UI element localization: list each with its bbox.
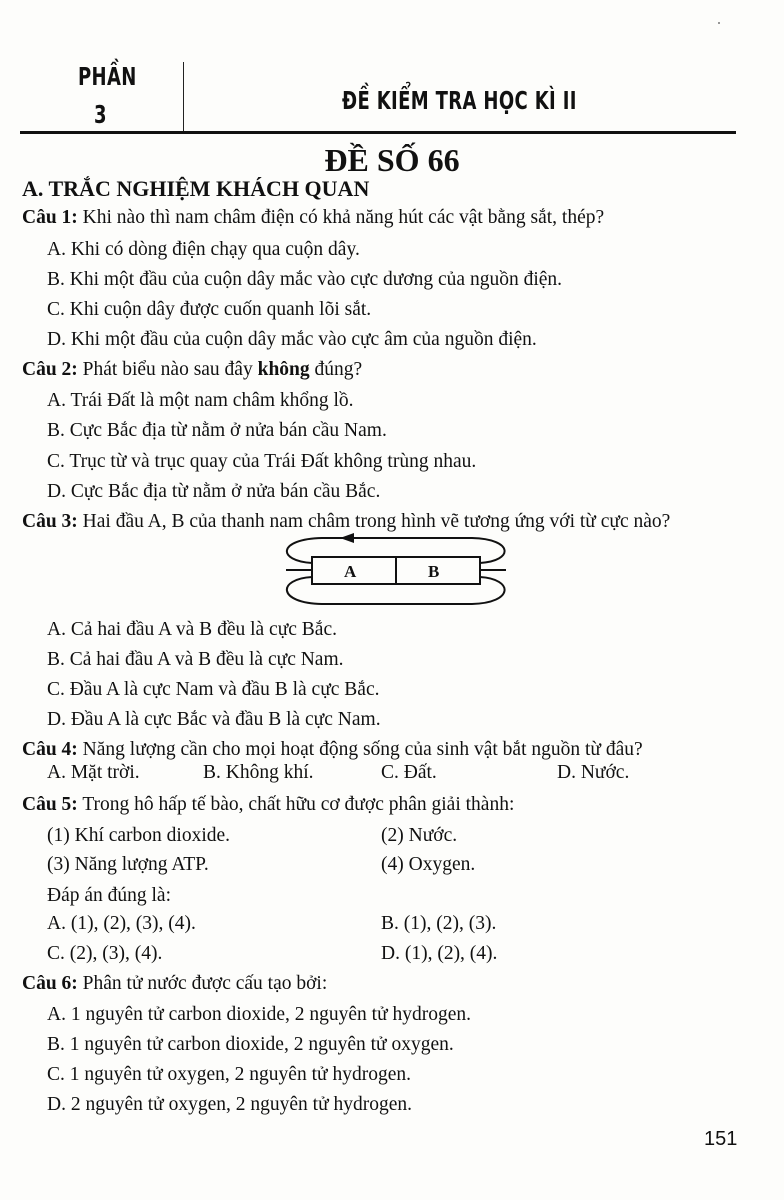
question-text: Phân tử nước được cấu tạo bởi: (77, 973, 328, 994)
option: D. Cực Bắc địa từ nằm ở nửa bán cầu Bắc. (47, 481, 381, 502)
option: A. Cả hai đầu A và B đều là cực Bắc. (47, 619, 337, 640)
speck (718, 22, 720, 24)
header-rule (20, 131, 736, 134)
question-label: Câu 3: (22, 511, 78, 532)
option: B. Khi một đầu của cuộn dây mắc vào cực dương của nguồn điện. (47, 269, 563, 290)
question-text: Hai đầu A, B của thanh nam châm trong hình vẽ tương ứng với từ cực nào? (77, 511, 671, 532)
option: D. Khi một đầu của cuộn dây mắc vào cực âm của nguồn điện. (47, 329, 537, 350)
option: D. (1), (2), (4). (381, 943, 498, 964)
item: (3) Năng lượng ATP. (47, 854, 209, 875)
question-label: Câu 6: (22, 973, 78, 994)
question-label: Câu 2: (22, 359, 78, 380)
question-4 (22, 738, 643, 762)
option: A. Mặt trời. (47, 762, 140, 783)
item: (4) Oxygen. (381, 854, 476, 875)
question-6 (22, 972, 327, 996)
question-text: đúng? (309, 359, 363, 380)
option: C. 1 nguyên tử oxygen, 2 nguyên tử hydrogen. (47, 1064, 411, 1085)
option: B. Không khí. (203, 762, 314, 783)
answer-prompt: Đáp án đúng là: (47, 885, 172, 906)
pole-b-label: B (428, 562, 440, 581)
option: C. (2), (3), (4). (47, 943, 163, 964)
question-3 (22, 510, 670, 534)
pole-a-label: A (344, 562, 357, 581)
option: D. Đầu A là cực Bắc và đầu B là cực Nam. (47, 709, 381, 730)
option: D. Nước. (557, 762, 630, 783)
part-number: 3 (94, 100, 107, 129)
option: A. Khi có dòng điện chạy qua cuộn dây. (47, 239, 360, 260)
question-2 (22, 358, 362, 382)
option: B. (1), (2), (3). (381, 913, 497, 934)
magnet-field-lines (282, 533, 508, 609)
question-label: Câu 5: (22, 794, 78, 815)
option: B. Cả hai đầu A và B đều là cực Nam. (47, 649, 344, 670)
question-5 (22, 793, 514, 817)
question-text: Trong hô hấp tế bào, chất hữu cơ được phân giải thành: (77, 794, 515, 815)
question-label: Câu 1: (22, 207, 78, 228)
option: A. Trái Đất là một nam châm khổng lồ. (47, 390, 354, 411)
item: (1) Khí carbon dioxide. (47, 825, 231, 846)
section-title: A. TRẮC NGHIỆM KHÁCH QUAN (22, 176, 370, 201)
option: D. 2 nguyên tử oxygen, 2 nguyên tử hydrogen. (47, 1094, 413, 1115)
exam-title: ĐỀ SỐ 66 (324, 142, 460, 178)
part-label: PHẦN (78, 62, 137, 91)
option: C. Trục từ và trục quay của Trái Đất không trùng nhau. (47, 451, 477, 472)
option: B. 1 nguyên tử carbon dioxide, 2 nguyên tử oxygen. (47, 1034, 454, 1055)
option: C. Đất. (381, 762, 437, 783)
question-1 (22, 206, 604, 230)
question-label: Câu 4: (22, 739, 78, 760)
arrow-icon (340, 533, 354, 543)
header-title: ĐỀ KIỂM TRA HỌC KÌ II (342, 86, 577, 115)
question-text: Phát biểu nào sau đây (77, 359, 258, 380)
question-text: Khi nào thì nam châm điện có khả năng hút các vật bằng sắt, thép? (77, 207, 605, 228)
item: (2) Nước. (381, 825, 458, 846)
page-number: 151 (704, 1128, 738, 1150)
option: A. (1), (2), (3), (4). (47, 913, 196, 934)
option: C. Khi cuộn dây được cuốn quanh lõi sắt. (47, 299, 372, 320)
option: A. 1 nguyên tử carbon dioxide, 2 nguyên tử hydrogen. (47, 1004, 472, 1025)
magnet-figure (282, 533, 508, 614)
question-text: Năng lượng cần cho mọi hoạt động sống của sinh vật bắt nguồn từ đâu? (77, 739, 643, 760)
option: B. Cực Bắc địa từ nằm ở nửa bán cầu Nam. (47, 420, 387, 441)
question-emphasis: không (257, 359, 310, 380)
header-divider (183, 62, 184, 132)
option: C. Đầu A là cực Nam và đầu B là cực Bắc. (47, 679, 380, 700)
